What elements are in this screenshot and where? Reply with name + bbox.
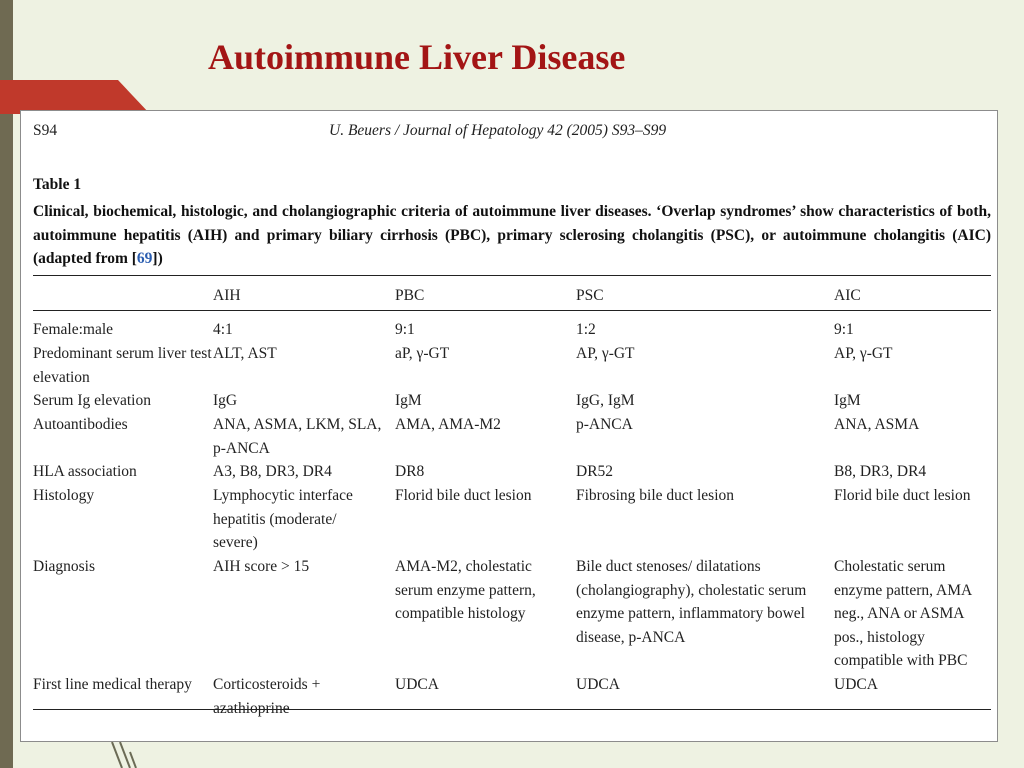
table-bottom-rule xyxy=(33,709,991,710)
cell-aic: IgM xyxy=(834,392,861,409)
table-label: Table 1 xyxy=(33,176,82,193)
cell-aic: ANA, ASMA xyxy=(834,416,920,433)
cell-psc: UDCA xyxy=(576,676,620,693)
cell-pbc: UDCA xyxy=(395,676,439,693)
cell-pbc: DR8 xyxy=(395,463,425,480)
cell-aih: ALT, AST xyxy=(213,345,277,362)
cell-psc: IgG, IgM xyxy=(576,392,635,409)
header-aic: AIC xyxy=(834,287,861,304)
row-label: First line medical therapy xyxy=(33,676,192,693)
cell-aih: AIH score > 15 xyxy=(213,558,310,575)
row-label: Serum Ig elevation xyxy=(33,392,151,409)
cell-pbc: aP, γ-GT xyxy=(395,345,450,362)
table-caption xyxy=(33,200,991,271)
citation-link[interactable]: 69 xyxy=(136,250,153,267)
cell-aih: IgG xyxy=(213,392,238,409)
table-header-rule xyxy=(33,310,991,311)
cell-psc: 1:2 xyxy=(576,321,596,338)
cell-aic: Florid bile duct lesion xyxy=(834,487,971,504)
header-psc: PSC xyxy=(576,287,604,304)
cell-aih: Corticosteroids + azathioprine xyxy=(213,676,321,717)
cell-psc: Fibrosing bile duct lesion xyxy=(576,487,735,504)
running-head xyxy=(33,122,985,142)
table-top-rule xyxy=(33,275,991,276)
cell-psc: AP, γ-GT xyxy=(576,345,635,362)
red-accent-banner xyxy=(0,80,150,114)
row-label: Female:male xyxy=(33,321,114,338)
cell-aic: 9:1 xyxy=(834,321,854,338)
cell-pbc: AMA-M2, cholestatic serum enzyme pattern, compatible histology xyxy=(395,558,536,622)
cell-aic: B8, DR3, DR4 xyxy=(834,463,927,480)
cell-pbc: IgM xyxy=(395,392,422,409)
cell-psc: DR52 xyxy=(576,463,614,480)
cell-pbc: AMA, AMA-M2 xyxy=(395,416,501,433)
journal-reference: U. Beuers / Journal of Hepatology 42 (2005) S93–S99 xyxy=(329,122,667,139)
cell-aih: Lymphocytic interface hepatitis (moderate/ severe) xyxy=(213,487,353,551)
row-label: Autoantibodies xyxy=(33,416,128,433)
cell-pbc: 9:1 xyxy=(395,321,415,338)
caption-end: ]) xyxy=(152,250,163,267)
cell-aic: Cholestatic serum enzyme pattern, AMA neg., ANA or ASMA pos., histology compatible with PBC xyxy=(834,558,972,669)
cell-aic: UDCA xyxy=(834,676,878,693)
left-accent-bar xyxy=(0,0,13,768)
decorative-lines xyxy=(100,742,160,768)
cell-psc: Bile duct stenoses/ dilatations (cholangiography), cholestatic serum enzyme pattern, inflammatory bowel disease, p-ANCA xyxy=(576,558,807,646)
journal-page-excerpt xyxy=(20,110,998,742)
cell-pbc: Florid bile duct lesion xyxy=(395,487,532,504)
cell-aic: AP, γ-GT xyxy=(834,345,893,362)
page-number: S94 xyxy=(33,122,58,139)
row-label: Predominant serum liver test elevation xyxy=(33,345,212,386)
slide-title: Autoimmune Liver Disease xyxy=(208,37,626,77)
caption-text: Clinical, biochemical, histologic, and cholangiographic criteria of autoimmune liver diseases. ‘Overlap syndromes’ show characteristics of both, autoimmune hepatitis (AIH) and primary biliary cirrhosis (PBC), primary sclerosing cholangitis (PSC), or autoimmune cholangitis (AIC) (adapted from [ xyxy=(33,203,991,267)
cell-aih: A3, B8, DR3, DR4 xyxy=(213,463,332,480)
header-aih: AIH xyxy=(213,287,241,304)
cell-aih: 4:1 xyxy=(213,321,233,338)
row-label: HLA association xyxy=(33,463,137,480)
header-pbc: PBC xyxy=(395,287,425,304)
cell-psc: p-ANCA xyxy=(576,416,633,433)
row-label: Histology xyxy=(33,487,95,504)
row-label: Diagnosis xyxy=(33,558,95,575)
cell-aih: ANA, ASMA, LKM, SLA, p-ANCA xyxy=(213,416,382,457)
